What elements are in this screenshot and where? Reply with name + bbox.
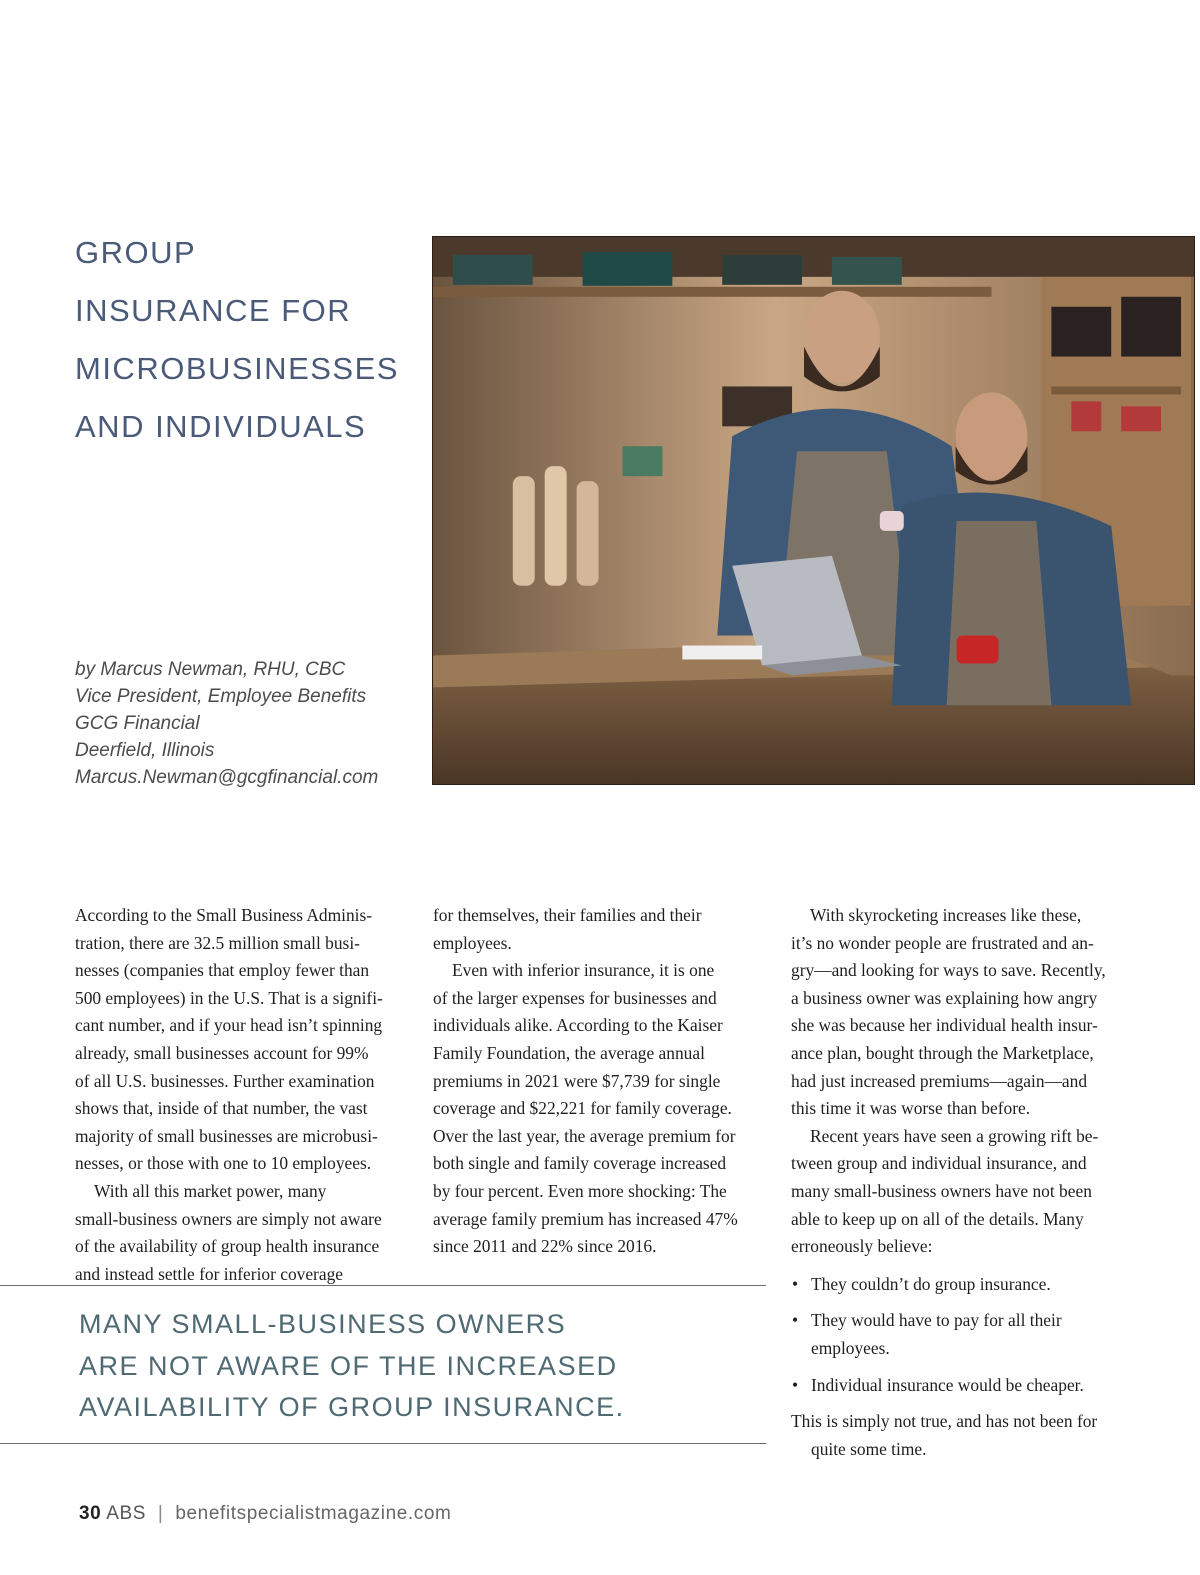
text-line: this time it was worse than before. xyxy=(791,1098,1031,1119)
text-line: individuals alike. According to the Kaiser xyxy=(433,1015,723,1036)
paragraph xyxy=(75,1178,411,1288)
body-column-2 xyxy=(433,902,763,1261)
author-role: Vice President, Employee Benefits xyxy=(75,686,367,707)
text-line: it’s no wonder people are frustrated and an- xyxy=(791,932,1094,953)
footer-separator: | xyxy=(157,1503,164,1524)
text-line: Recent years have seen a growing rift be- xyxy=(810,1125,1099,1146)
text-line: • They couldn’t do group insurance. xyxy=(811,1273,1051,1294)
pull-quote-top-rule xyxy=(0,1285,766,1286)
text-line: nesses, or those with one to 10 employees. xyxy=(75,1153,372,1174)
body-column-3 xyxy=(791,902,1127,1463)
title-line: AND INDIVIDUALS xyxy=(75,409,367,444)
pull-quote xyxy=(79,1304,739,1429)
pull-quote-bottom-rule xyxy=(0,1443,766,1444)
body-column-1 xyxy=(75,902,411,1288)
text-line: gry—and looking for ways to save. Recently, xyxy=(791,960,1106,981)
text-line: she was because her individual health insur- xyxy=(791,1015,1098,1036)
text-line: average family premium has increased 47% xyxy=(433,1208,738,1229)
text-line: erroneously believe: xyxy=(791,1236,933,1257)
text-line: quite some time. xyxy=(811,1438,927,1459)
list-item xyxy=(791,1271,1127,1299)
title-line: MICROBUSINESSES xyxy=(75,351,399,386)
text-line: majority of small businesses are microbusi- xyxy=(75,1125,378,1146)
text-line: small-business owners are simply not aware xyxy=(75,1208,382,1229)
paragraph xyxy=(791,902,1127,1123)
publication-name: ABS xyxy=(106,1503,147,1524)
text-line: and instead settle for inferior coverage xyxy=(75,1263,343,1284)
text-line: already, small businesses account for 99% xyxy=(75,1042,369,1063)
website-link[interactable]: benefitspecialistmagazine.com xyxy=(175,1503,452,1524)
text-line: Over the last year, the average premium for xyxy=(433,1125,736,1146)
text-line: of the availability of group health insurance xyxy=(75,1236,380,1257)
text-line: This is simply not true, and has not been for xyxy=(791,1411,1098,1432)
text-line: tration, there are 32.5 million small busi- xyxy=(75,932,360,953)
text-line: had just increased premiums—again—and xyxy=(791,1070,1088,1091)
author-name: by Marcus Newman, RHU, CBC xyxy=(75,659,346,680)
text-line: a business owner was explaining how angry xyxy=(791,987,1098,1008)
paragraph xyxy=(75,902,411,1178)
author-byline xyxy=(75,656,425,791)
page-footer xyxy=(79,1503,452,1525)
text-line: employees. xyxy=(433,932,512,953)
text-line: • Individual insurance would be cheaper. xyxy=(811,1374,1084,1395)
closing-paragraph xyxy=(791,1408,1127,1463)
text-line: many small-business owners have not been xyxy=(791,1180,1092,1201)
text-line: tween group and individual insurance, and xyxy=(791,1153,1087,1174)
text-line: since 2011 and 22% since 2016. xyxy=(433,1236,657,1257)
pull-quote-line: MANY SMALL-BUSINESS OWNERS xyxy=(79,1309,567,1339)
text-line: of the larger expenses for businesses and xyxy=(433,987,717,1008)
workshop-photo-icon xyxy=(433,237,1194,784)
author-location: Deerfield, Illinois xyxy=(75,740,215,761)
text-line: premiums in 2021 were $7,739 for single xyxy=(433,1070,721,1091)
paragraph xyxy=(433,957,763,1261)
article-title xyxy=(75,224,420,456)
text-line: cant number, and if your head isn’t spinning xyxy=(75,1015,383,1036)
text-line: coverage and $22,221 for family coverage. xyxy=(433,1098,732,1119)
text-line: by four percent. Even more shocking: The xyxy=(433,1180,727,1201)
text-line: nesses (companies that employ fewer than xyxy=(75,960,370,981)
text-line: of all U.S. businesses. Further examination xyxy=(75,1070,375,1091)
paragraph xyxy=(433,902,763,957)
text-line: both single and family coverage increased xyxy=(433,1153,727,1174)
belief-list xyxy=(791,1271,1127,1399)
pull-quote-line: AVAILABILITY OF GROUP INSURANCE. xyxy=(79,1392,625,1422)
workshop-photo xyxy=(432,236,1195,785)
title-line: GROUP xyxy=(75,235,197,270)
text-line: 500 employees) in the U.S. That is a signifi- xyxy=(75,987,383,1008)
author-company: GCG Financial xyxy=(75,713,200,734)
text-line: With all this market power, many xyxy=(94,1180,327,1201)
list-item xyxy=(791,1372,1127,1400)
title-line: INSURANCE FOR xyxy=(75,293,352,328)
text-line: • They would have to pay for all their xyxy=(811,1310,1062,1331)
text-line: Even with inferior insurance, it is one xyxy=(452,960,715,981)
text-line: ance plan, bought through the Marketplace, xyxy=(791,1042,1094,1063)
page-number: 30 xyxy=(79,1503,102,1524)
text-line: Family Foundation, the average annual xyxy=(433,1042,705,1063)
text-line: able to keep up on all of the details. Many xyxy=(791,1208,1084,1229)
text-line: shows that, inside of that number, the vast xyxy=(75,1098,368,1119)
text-line: for themselves, their families and their xyxy=(433,905,702,925)
author-email[interactable]: Marcus.Newman@gcgfinancial.com xyxy=(75,767,379,788)
text-line: According to the Small Business Adminis- xyxy=(75,905,373,925)
list-item xyxy=(791,1307,1127,1362)
paragraph xyxy=(791,1123,1127,1261)
text-line: With skyrocketing increases like these, xyxy=(810,905,1082,925)
text-line: employees. xyxy=(811,1337,890,1358)
pull-quote-line: ARE NOT AWARE OF THE INCREASED xyxy=(79,1350,618,1381)
